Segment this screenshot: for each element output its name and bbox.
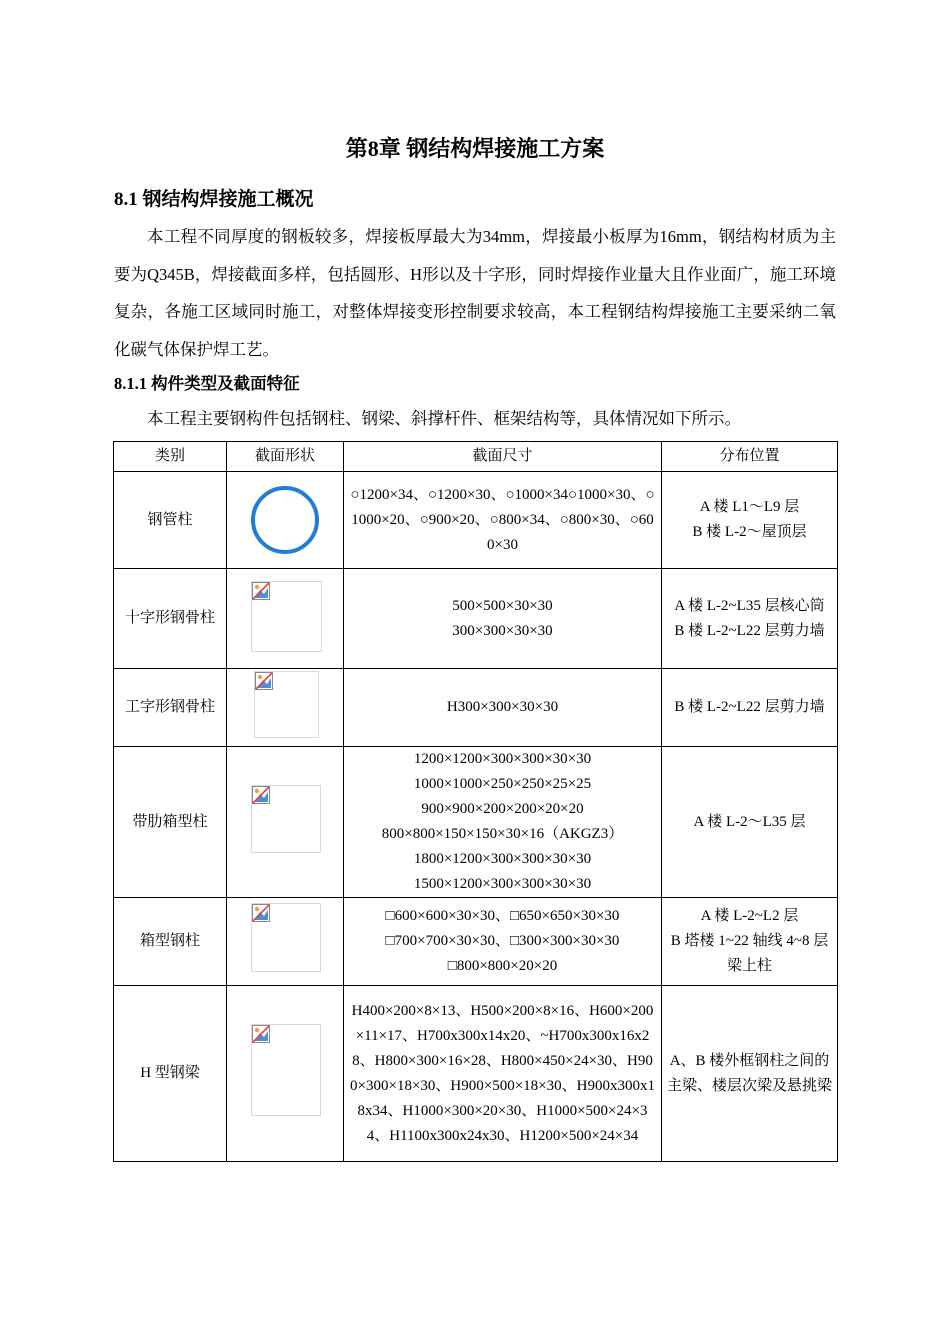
table-intro-paragraph: 本工程主要钢构件包括钢柱、钢梁、斜撑杆件、框架结构等，具体情况如下所示。 — [147, 409, 741, 428]
row-dimensions — [344, 898, 662, 986]
location-line: A 楼 L-2~L35 层核心筒 — [674, 597, 825, 614]
row-location — [662, 569, 838, 669]
chapter-title: 第8章 钢结构焊接施工方案 — [345, 136, 605, 161]
dimension-line: 1500×1200×300×300×30×30 — [413, 876, 592, 892]
location-line: A 楼 L1～L9 层 — [699, 499, 800, 515]
row-dimensions — [344, 669, 662, 747]
dimension-line: 1000×1000×250×250×25×25 — [413, 776, 592, 792]
row-shape — [227, 898, 344, 986]
location-line: B 楼 L-2～屋顶层 — [692, 524, 807, 540]
location-line: A 楼 L-2~L2 层 — [700, 908, 799, 924]
dimension-line: 300×300×30×30 — [452, 622, 553, 639]
header-dimensions: 截面尺寸 — [344, 442, 662, 472]
circle-section-icon — [250, 485, 320, 555]
dimension-line: H300×300×30×30 — [446, 699, 559, 715]
row-location — [662, 472, 838, 569]
table-row — [114, 747, 838, 898]
image-placeholder — [251, 785, 321, 853]
table-row — [114, 986, 838, 1162]
broken-image-icon — [255, 672, 273, 690]
row-shape — [227, 669, 344, 747]
table-header-row — [114, 442, 838, 472]
image-placeholder — [254, 671, 319, 738]
row-shape — [227, 569, 344, 669]
component-table — [113, 441, 838, 1162]
row-location — [662, 669, 838, 747]
broken-image-icon — [252, 904, 270, 922]
broken-image-icon — [252, 786, 270, 804]
dimension-line: □600×600×30×30、□650×650×30×30 — [385, 908, 620, 924]
dimension-line: □800×800×20×20 — [447, 958, 558, 974]
dimension-line: 1800×1200×300×300×30×30 — [413, 851, 592, 867]
location-line: B 楼 L-2~L22 层剪力墙 — [674, 622, 825, 639]
row-location — [662, 898, 838, 986]
table-row — [114, 472, 838, 569]
dimension-line: □700×700×30×30、□300×300×30×30 — [385, 933, 620, 949]
header-shape: 截面形状 — [227, 442, 344, 472]
table-row — [114, 569, 838, 669]
broken-image-icon — [252, 582, 270, 600]
row-category: 箱型钢柱 — [114, 898, 227, 986]
row-category: H 型钢梁 — [114, 986, 227, 1162]
row-location: A、B 楼外框钢柱之间的主梁、楼层次梁及悬挑梁 — [662, 986, 838, 1162]
row-dimensions — [344, 747, 662, 898]
image-placeholder — [251, 1024, 321, 1116]
broken-image-icon — [252, 1025, 270, 1043]
location-line: A 楼 L-2～L35 层 — [693, 813, 806, 830]
row-category: 工字形钢骨柱 — [114, 669, 227, 747]
row-category: 带肋箱型柱 — [114, 747, 227, 898]
intro-paragraph: 本工程不同厚度的钢板较多，焊接板厚最大为34mm，焊接最小板厚为16mm，钢结构材质为主要为Q345B，焊接截面多样，包括圆形、H形以及十字形，同时焊接作业量大且作业面广，施工环境复杂，各施工区域同时施工，对整体焊接变形控制要求较高，本工程钢结构焊接施工主要采纳二氧化碳气体保护焊工艺。 — [114, 227, 836, 360]
row-dimensions: ○1200×34、○1200×30、○1000×34○1000×30、○1000×20、○900×20、○800×34、○800×30、○600×30 — [344, 472, 662, 569]
dimension-line: 800×800×150×150×30×16（AKGZ3） — [381, 826, 624, 842]
header-location: 分布位置 — [662, 442, 838, 472]
dimension-line: 500×500×30×30 — [452, 597, 553, 614]
table-row — [114, 898, 838, 986]
image-placeholder — [251, 581, 322, 652]
subsection-title: 8.1.1 构件类型及截面特征 — [114, 374, 300, 393]
row-category: 十字形钢骨柱 — [114, 569, 227, 669]
dimension-line: 900×900×200×200×20×20 — [421, 801, 584, 817]
image-placeholder — [251, 903, 321, 972]
location-line: B 楼 L-2~L22 层剪力墙 — [674, 699, 825, 715]
table-row — [114, 669, 838, 747]
row-shape — [227, 747, 344, 898]
header-category: 类别 — [114, 442, 227, 472]
row-shape — [227, 986, 344, 1162]
row-location — [662, 747, 838, 898]
row-category: 钢管柱 — [114, 472, 227, 569]
location-line: B 塔楼 1~22 轴线 4~8 层梁上柱 — [670, 933, 829, 974]
row-dimensions: H400×200×8×13、H500×200×8×16、H600×200×11×17、H700x300x14x20、~H700x300x16x28、H800×300×16×28、H800×450×24×30、H900×300×18×30、H900×500×18×30、H900x300x18x34、H1000×300×20×30、H1000×500×24×34、H1100x300x24x30、H1200×500×24×34 — [344, 986, 662, 1162]
row-shape — [227, 472, 344, 569]
dimension-line: 1200×1200×300×300×30×30 — [413, 751, 592, 767]
section-title: 8.1 钢结构焊接施工概况 — [114, 189, 314, 210]
row-dimensions — [344, 569, 662, 669]
